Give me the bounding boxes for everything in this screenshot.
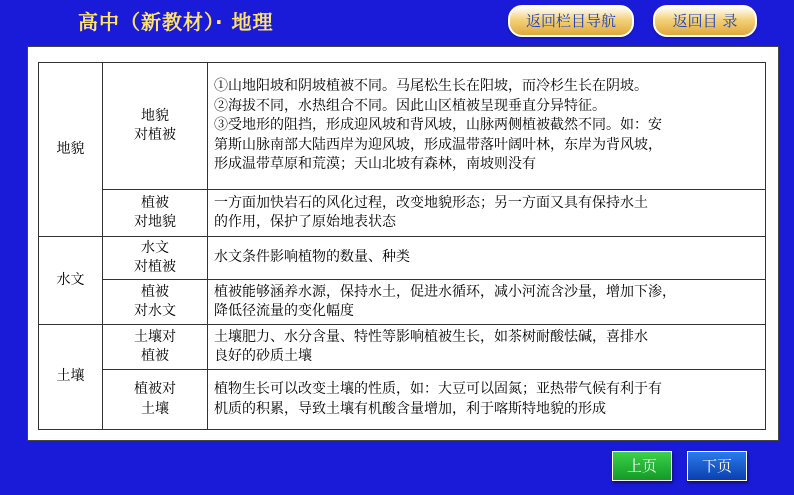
top-bar: [0, 0, 794, 40]
description-line: 植物生长可以改变土壤的性质，如：大豆可以固氮；亚热带气候有利于有: [214, 381, 662, 397]
description-cell: [208, 63, 766, 190]
description-line: 一方面加快岩石的风化过程，改变地貌形态；另一方面又具有保持水土: [214, 194, 648, 211]
back-to-contents-button[interactable]: 返回目 录: [653, 5, 757, 37]
table-row: [39, 370, 766, 430]
table-row: [39, 63, 766, 190]
sub-category-line: 植被: [141, 348, 169, 364]
table-row: [39, 190, 766, 237]
sub-category-cell: [103, 370, 208, 430]
sub-category-line: 植被对: [134, 381, 176, 397]
description-line: 植被能够涵养水源，保持水土，促进水循环，减小河流含沙量，增加下渗，: [214, 283, 676, 300]
prev-page-button[interactable]: 上页: [612, 451, 672, 481]
description-cell: [208, 325, 766, 370]
description-line: 机质的积累，导致土壤有机酸含量增加，利于喀斯特地貌的形成: [214, 400, 606, 417]
description-cell: [208, 280, 766, 325]
category-cell: 土壤: [39, 325, 103, 430]
category-cell: 水文: [39, 237, 103, 325]
description-line: ③受地形的阻挡，形成迎风坡和背风坡，山脉两侧植被截然不同。如：安: [214, 117, 662, 134]
sub-category-line: 植被: [141, 194, 169, 211]
description-cell: [208, 370, 766, 430]
description-cell: [208, 190, 766, 237]
relation-table: [38, 62, 766, 430]
sub-category-line: 对植被: [134, 259, 176, 275]
table-row: [39, 237, 766, 280]
category-cell: 地貌: [39, 63, 103, 237]
sub-category-line: 对水文: [134, 303, 176, 319]
sub-category-line: 水文: [141, 239, 169, 256]
next-page-button[interactable]: 下页: [687, 451, 747, 481]
sub-category-line: 对植被: [134, 127, 176, 143]
back-to-section-button[interactable]: 返回栏目导航: [508, 5, 634, 37]
description-line: 第斯山脉南部大陆西岸为迎风坡，形成温带落叶阔叶林，东岸为背风坡，: [214, 136, 662, 153]
sub-category-cell: [103, 325, 208, 370]
description-line: ②海拔不同，水热组合不同。因此山区植被呈现垂直分异特征。: [214, 97, 606, 114]
page-title: 高中（新教材）· 地理: [78, 10, 274, 34]
description-cell: [208, 237, 766, 280]
table-row: [39, 280, 766, 325]
description-line: 的作用，保护了原始地表状态: [214, 214, 396, 230]
content-panel: [27, 46, 779, 441]
sub-category-line: 土壤对: [134, 328, 176, 345]
table-row: [39, 325, 766, 370]
sub-category-cell: [103, 190, 208, 237]
description-line: 降低径流量的变化幅度: [214, 303, 354, 319]
sub-category-line: 地貌: [141, 107, 169, 124]
description-line: 水文条件影响植物的数量、种类: [214, 249, 410, 266]
description-line: 良好的砂质土壤: [214, 348, 312, 364]
sub-category-line: 对地貌: [134, 214, 176, 230]
description-line: 土壤肥力、水分含量、特性等影响植被生长，如茶树耐酸怯碱，喜排水: [214, 328, 648, 345]
sub-category-cell: [103, 63, 208, 190]
description-line: 形成温带草原和荒漠；天山北坡有森林，南坡则没有: [214, 156, 536, 173]
sub-category-cell: [103, 280, 208, 325]
description-line: ①山地阳坡和阴坡植被不同。马尾松生长在阳坡，而冷杉生长在阴坡。: [214, 78, 648, 95]
sub-category-line: 植被: [141, 283, 169, 300]
sub-category-cell: [103, 237, 208, 280]
sub-category-line: 土壤: [141, 400, 169, 417]
